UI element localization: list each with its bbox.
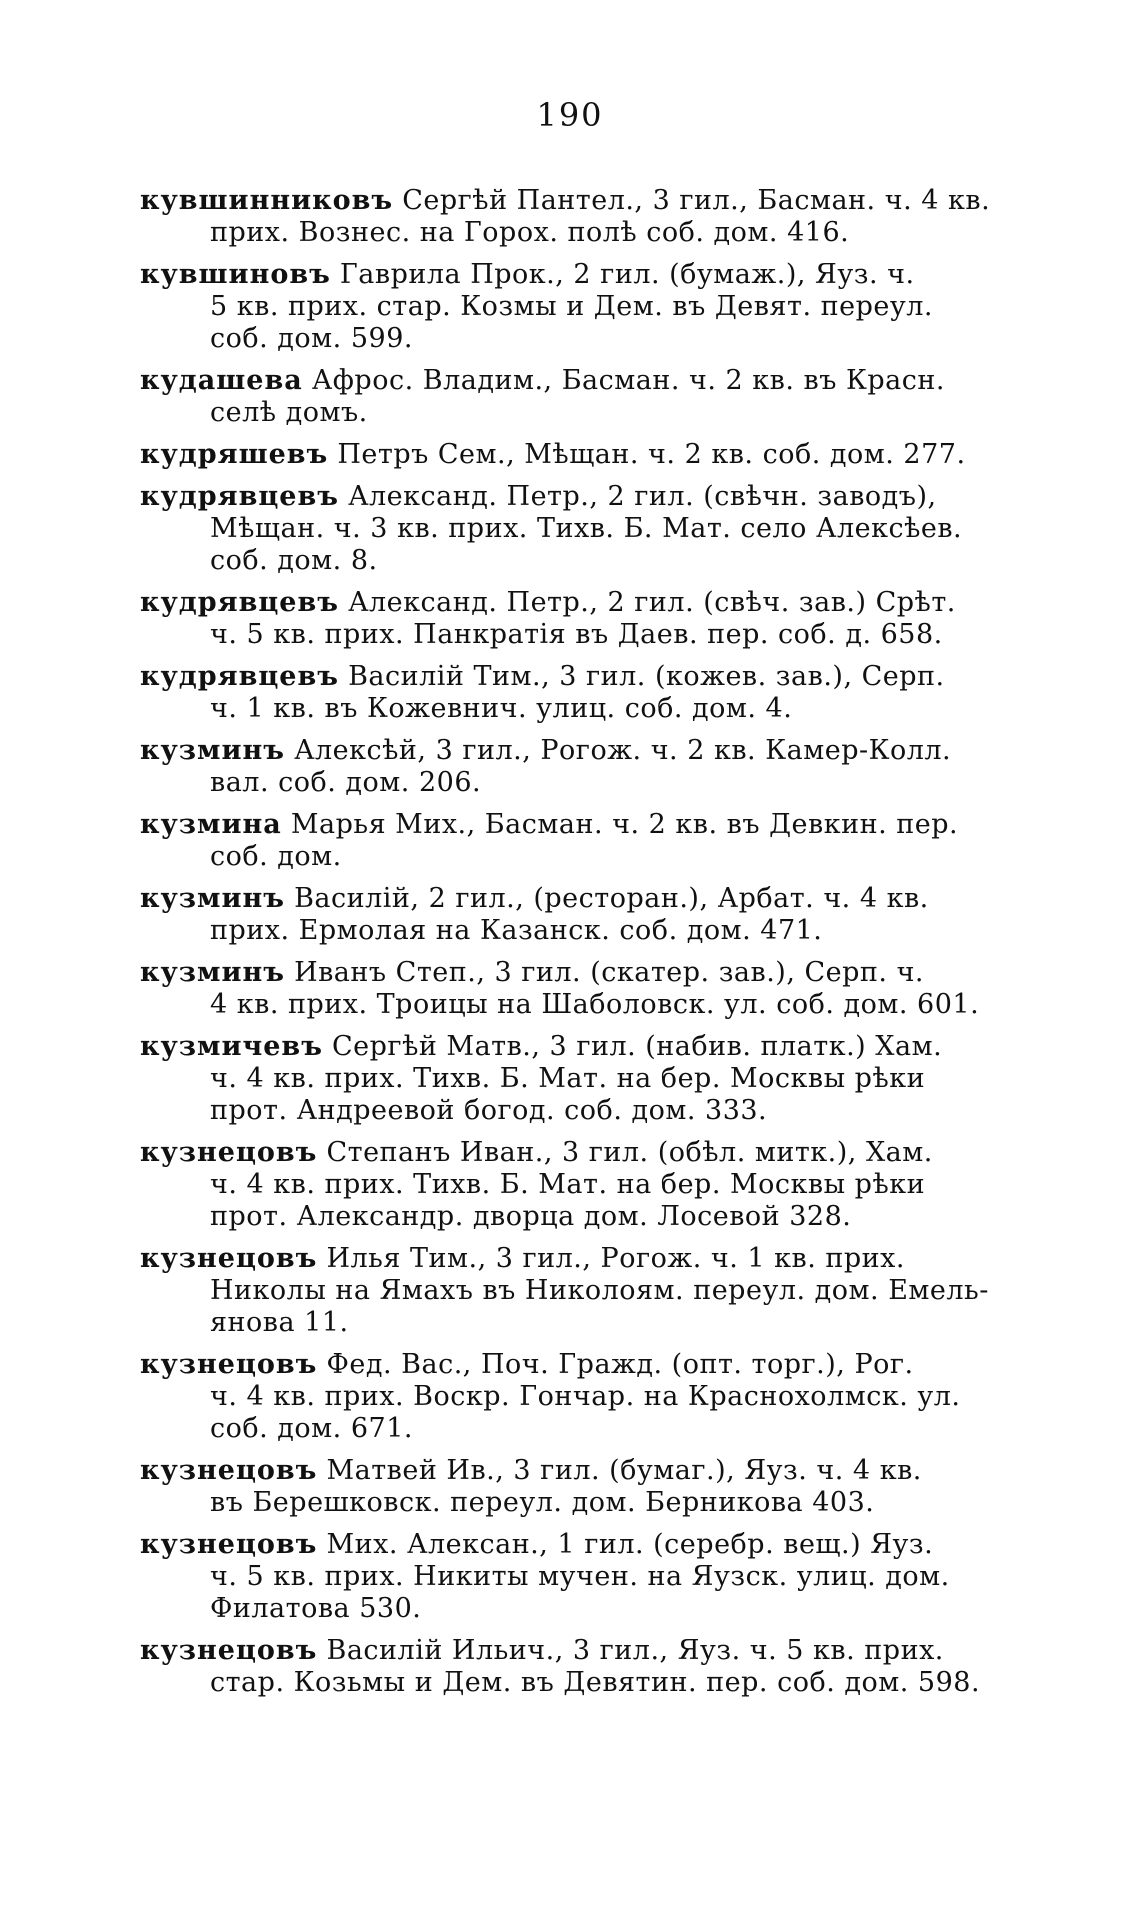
entry-text: Николы на Ямахъ въ Николоям. переул. дом. Емель- bbox=[210, 1275, 989, 1306]
entry-text: Иванъ Степ., 3 гил. (скатер. зав.), Серп. ч. bbox=[294, 957, 925, 988]
entry-text: соб. дом. 599. bbox=[210, 323, 413, 354]
entry-line bbox=[140, 735, 1040, 767]
entry-text: янова 11. bbox=[210, 1307, 349, 1338]
entry-text: Александ. Петр., 2 гил. (свѣчн. заводъ), bbox=[348, 481, 937, 512]
directory-entry bbox=[140, 735, 1040, 799]
entry-line bbox=[140, 1381, 1040, 1413]
entry-line bbox=[140, 1031, 1040, 1063]
entry-surname: кузнецовъ bbox=[140, 1529, 318, 1560]
directory-entry bbox=[140, 185, 1040, 249]
directory-entry bbox=[140, 1243, 1040, 1339]
entry-line bbox=[140, 989, 1040, 1021]
entry-text: Филатова 530. bbox=[210, 1593, 422, 1624]
entries-list bbox=[140, 185, 1040, 1709]
directory-entry bbox=[140, 1137, 1040, 1233]
entry-text: прот. Андреевой богод. соб. дом. 333. bbox=[210, 1095, 768, 1126]
entry-surname: кудрявцевъ bbox=[140, 481, 339, 512]
entry-line bbox=[140, 1529, 1040, 1561]
entry-line bbox=[140, 323, 1040, 355]
entry-line bbox=[140, 767, 1040, 799]
entry-surname: кузнецовъ bbox=[140, 1455, 318, 1486]
entry-line bbox=[140, 661, 1040, 693]
entry-surname: кувшиновъ bbox=[140, 259, 331, 290]
directory-entry bbox=[140, 259, 1040, 355]
entry-line bbox=[140, 619, 1040, 651]
directory-entry bbox=[140, 1349, 1040, 1445]
entry-line bbox=[140, 1201, 1040, 1233]
entry-surname: кузминъ bbox=[140, 957, 285, 988]
entry-surname: кудрявцевъ bbox=[140, 587, 339, 618]
directory-entry bbox=[140, 883, 1040, 947]
entry-surname: кузмичевъ bbox=[140, 1031, 323, 1062]
directory-entry bbox=[140, 365, 1040, 429]
entry-line bbox=[140, 1413, 1040, 1445]
entry-line bbox=[140, 1635, 1040, 1667]
entry-text: соб. дом. 671. bbox=[210, 1413, 413, 1444]
entry-surname: кудашева bbox=[140, 365, 303, 396]
entry-line bbox=[140, 1137, 1040, 1169]
entry-line bbox=[140, 1275, 1040, 1307]
entry-text: Петръ Сем., Мѣщан. ч. 2 кв. соб. дом. 277. bbox=[337, 439, 966, 470]
entry-line bbox=[140, 217, 1040, 249]
entry-text: Василій Ильич., 3 гил., Яуз. ч. 5 кв. прих. bbox=[326, 1635, 944, 1666]
entry-text: соб. дом. 8. bbox=[210, 545, 378, 576]
entry-text: ч. 5 кв. прих. Никиты мучен. на Яузск. улиц. дом. bbox=[210, 1561, 950, 1592]
entry-surname: кузнецовъ bbox=[140, 1349, 318, 1380]
entry-line bbox=[140, 915, 1040, 947]
entry-surname: кузнецовъ bbox=[140, 1137, 318, 1168]
entry-text: Мѣщан. ч. 3 кв. прих. Тихв. Б. Мат. село Алексѣев. bbox=[210, 513, 963, 544]
entry-text: Василій Тим., 3 гил. (кожев. зав.), Серп. bbox=[348, 661, 945, 692]
entry-text: Фед. Вас., Поч. Гражд. (опт. торг.), Рог. bbox=[326, 1349, 914, 1380]
entry-surname: кузнецовъ bbox=[140, 1243, 318, 1274]
entry-text: Александ. Петр., 2 гил. (свѣч. зав.) Срѣт. bbox=[348, 587, 956, 618]
entry-text: прот. Александр. дворца дом. Лосевой 328. bbox=[210, 1201, 852, 1232]
entry-text: Мих. Алексан., 1 гил. (серебр. вещ.) Яуз. bbox=[326, 1529, 934, 1560]
entry-text: прих. Вознес. на Горох. полѣ соб. дом. 416. bbox=[210, 217, 850, 248]
entry-line bbox=[140, 841, 1040, 873]
entry-text: Сергѣй Матв., 3 гил. (набив. платк.) Хам. bbox=[332, 1031, 943, 1062]
entry-line bbox=[140, 883, 1040, 915]
entry-surname: кудрявцевъ bbox=[140, 661, 339, 692]
entry-text: Степанъ Иван., 3 гил. (обѣл. митк.), Хам. bbox=[326, 1137, 933, 1168]
entry-text: Илья Тим., 3 гил., Рогож. ч. 1 кв. прих. bbox=[326, 1243, 905, 1274]
entry-surname: кудряшевъ bbox=[140, 439, 329, 470]
entry-line bbox=[140, 259, 1040, 291]
entry-text: стар. Козьмы и Дем. въ Девятин. пер. соб. дом. 598. bbox=[210, 1667, 981, 1698]
entry-line bbox=[140, 365, 1040, 397]
directory-entry bbox=[140, 587, 1040, 651]
entry-text: 4 кв. прих. Троицы на Шаболовск. ул. соб. дом. 601. bbox=[210, 989, 980, 1020]
entry-line bbox=[140, 957, 1040, 989]
entry-text: прих. Ермолая на Казанск. соб. дом. 471. bbox=[210, 915, 823, 946]
entry-text: Марья Мих., Басман. ч. 2 кв. въ Девкин. пер. bbox=[290, 809, 959, 840]
directory-entry bbox=[140, 1031, 1040, 1127]
entry-line bbox=[140, 1561, 1040, 1593]
page-number: 190 bbox=[536, 96, 604, 134]
entry-line bbox=[140, 1063, 1040, 1095]
entry-text: ч. 4 кв. прих. Тихв. Б. Мат. на бер. Москвы рѣки bbox=[210, 1063, 926, 1094]
entry-surname: кузнецовъ bbox=[140, 1635, 318, 1666]
entry-line bbox=[140, 185, 1040, 217]
entry-line bbox=[140, 1169, 1040, 1201]
entry-text: ч. 4 кв. прих. Воскр. Гончар. на Краснохолмск. ул. bbox=[210, 1381, 961, 1412]
entry-line bbox=[140, 809, 1040, 841]
entry-line bbox=[140, 1455, 1040, 1487]
entry-surname: кузминъ bbox=[140, 883, 285, 914]
entry-line bbox=[140, 481, 1040, 513]
entry-text: Матвей Ив., 3 гил. (бумаг.), Яуз. ч. 4 кв. bbox=[326, 1455, 922, 1486]
entry-line bbox=[140, 291, 1040, 323]
directory-entry bbox=[140, 1455, 1040, 1519]
directory-entry bbox=[140, 809, 1040, 873]
directory-entry bbox=[140, 1635, 1040, 1699]
entry-line bbox=[140, 1487, 1040, 1519]
entry-surname: кувшинниковъ bbox=[140, 185, 394, 216]
entry-text: вал. соб. дом. 206. bbox=[210, 767, 482, 798]
entry-text: селѣ домъ. bbox=[210, 397, 368, 428]
entry-surname: кузмина bbox=[140, 809, 282, 840]
entry-line bbox=[140, 397, 1040, 429]
directory-entry bbox=[140, 661, 1040, 725]
entry-line bbox=[140, 693, 1040, 725]
entry-text: 5 кв. прих. стар. Козмы и Дем. въ Девят. переул. bbox=[210, 291, 933, 322]
entry-text: Василій, 2 гил., (ресторан.), Арбат. ч. 4 кв. bbox=[294, 883, 929, 914]
entry-line bbox=[140, 1095, 1040, 1127]
entry-line bbox=[140, 545, 1040, 577]
directory-entry bbox=[140, 957, 1040, 1021]
entry-surname: кузминъ bbox=[140, 735, 285, 766]
entry-line bbox=[140, 1349, 1040, 1381]
directory-entry bbox=[140, 481, 1040, 577]
entry-line bbox=[140, 1307, 1040, 1339]
entry-line bbox=[140, 1667, 1040, 1699]
directory-entry bbox=[140, 1529, 1040, 1625]
entry-text: Алексѣй, 3 гил., Рогож. ч. 2 кв. Камер-Колл. bbox=[294, 735, 952, 766]
entry-text: ч. 4 кв. прих. Тихв. Б. Мат. на бер. Москвы рѣки bbox=[210, 1169, 926, 1200]
entry-line bbox=[140, 513, 1040, 545]
entry-text: Сергѣй Пантел., 3 гил., Басман. ч. 4 кв. bbox=[402, 185, 991, 216]
entry-line bbox=[140, 1243, 1040, 1275]
entry-text: ч. 5 кв. прих. Панкратія въ Даев. пер. соб. д. 658. bbox=[210, 619, 943, 650]
entry-text: Афрос. Владим., Басман. ч. 2 кв. въ Красн. bbox=[311, 365, 945, 396]
entry-line bbox=[140, 439, 1040, 471]
entry-text: соб. дом. bbox=[210, 841, 342, 872]
entry-text: Гаврила Прок., 2 гил. (бумаж.), Яуз. ч. bbox=[339, 259, 915, 290]
entry-text: ч. 1 кв. въ Кожевнич. улиц. соб. дом. 4. bbox=[210, 693, 793, 724]
entry-line bbox=[140, 1593, 1040, 1625]
directory-entry bbox=[140, 439, 1040, 471]
entry-text: въ Берешковск. переул. дом. Берникова 403. bbox=[210, 1487, 875, 1518]
entry-line bbox=[140, 587, 1040, 619]
